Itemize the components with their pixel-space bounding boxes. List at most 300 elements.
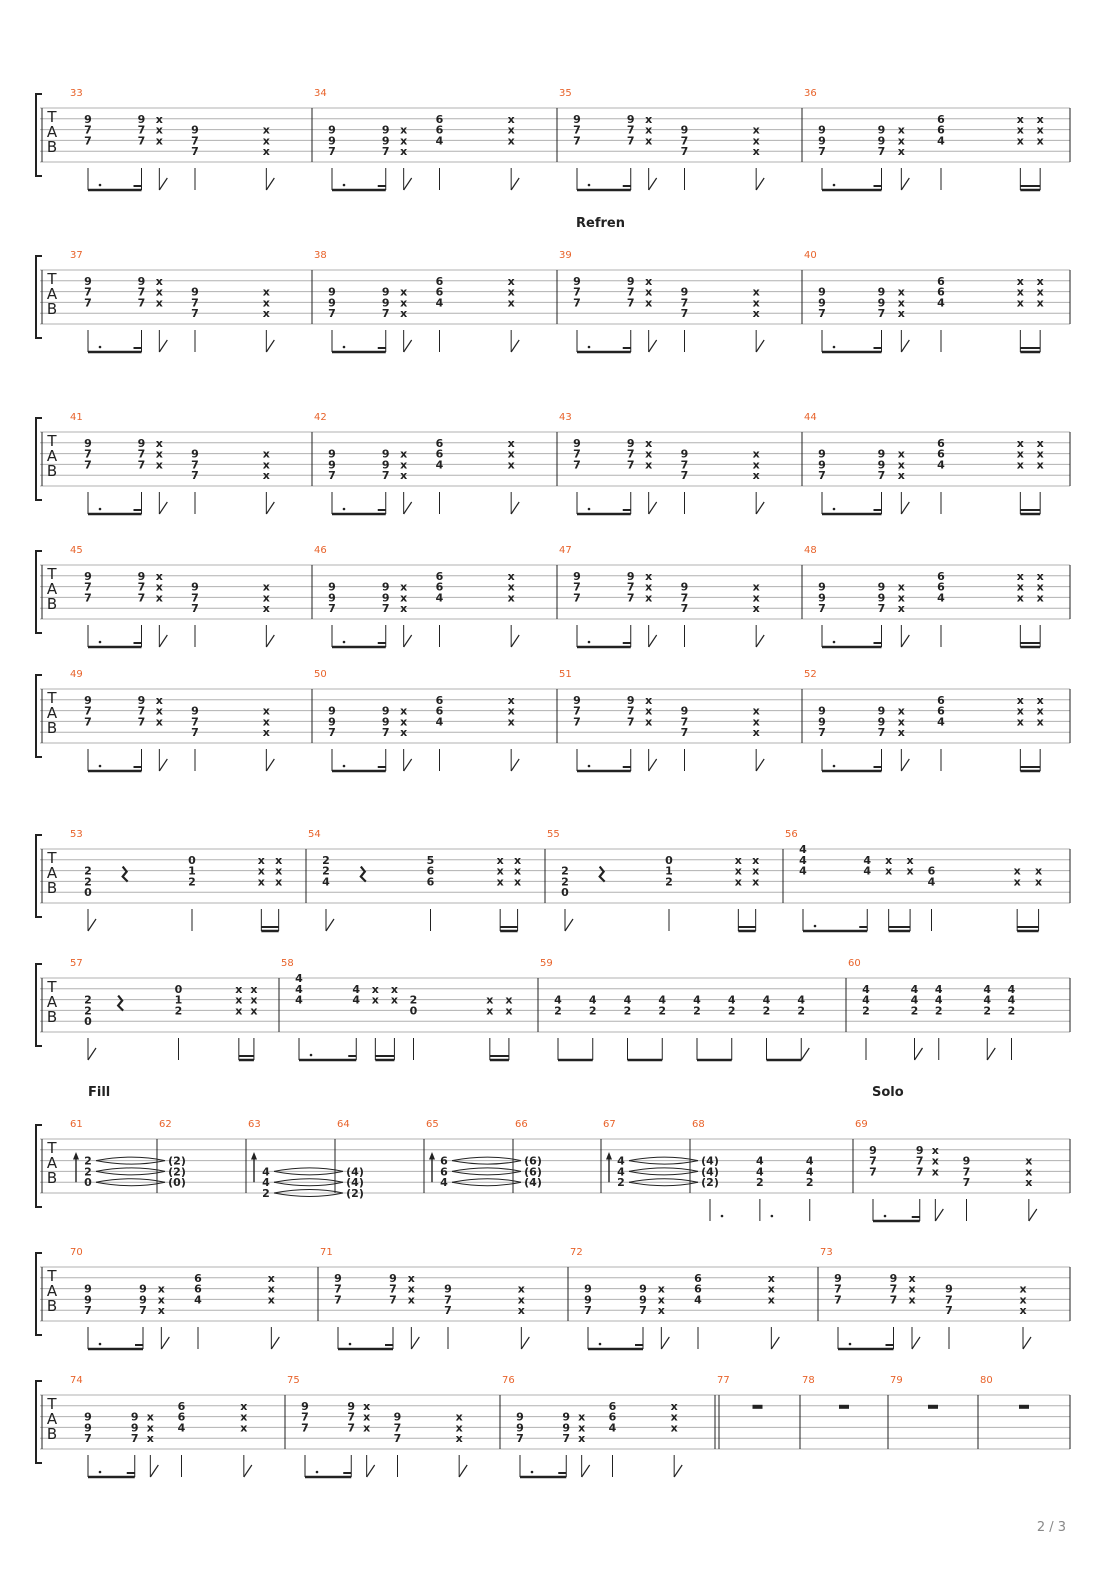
note-flag [266,340,274,352]
fret-number: 7 [328,469,336,483]
note-flag [511,178,519,190]
rhythm-dot [99,765,102,768]
fret-number: 4 [863,853,872,867]
fret-number: 7 [680,145,689,159]
fret-number: x [400,447,408,461]
fret-number: x [235,993,243,1007]
fret-number: x [507,285,515,299]
fret-number: 6 [694,1282,702,1296]
fret-number: x [645,580,653,594]
fret-number: x [897,469,905,483]
fret-number: 0 [174,982,183,996]
tie [274,1190,343,1194]
fret-number: x [752,864,760,878]
fret-number: 7 [334,1282,342,1296]
fret-number: 7 [444,1304,452,1318]
fret-number: x [400,715,408,729]
fret-number: x [155,285,163,299]
fret-number: x [752,307,760,321]
measure-number: 43 [559,412,572,423]
fret-number: 9 [834,1271,842,1285]
fret-number: 6 [937,693,945,707]
fret-number: 7 [389,1293,397,1307]
fret-number: 7 [818,726,826,740]
measure-number: 47 [559,545,572,556]
fret-number: 7 [626,296,635,310]
fret-number: 2 [84,1154,92,1168]
fret-number: 9 [877,285,886,299]
fret-number: x [505,993,513,1007]
fret-number: 7 [680,307,689,321]
note-flag [756,759,764,771]
system-bracket [36,1125,42,1207]
fret-number: x [250,982,258,996]
fret-number: 7 [347,1410,356,1424]
tie [96,1168,165,1172]
fret-number: 4 [1007,993,1016,1007]
fret-number: x [496,864,504,878]
fret-number: 7 [945,1304,953,1318]
fret-number: 4 [799,864,807,878]
fret-number: x [897,458,905,472]
rhythm-dot [349,1343,352,1346]
fret-number: 9 [818,134,826,148]
fret-number: 4 [262,1176,270,1190]
fret-number: x [507,436,515,450]
fret-number: x [240,1399,248,1413]
strum-arrow-head [606,1152,612,1160]
fret-number: 9 [626,112,635,126]
measure-number: 63 [248,1119,261,1130]
fret-number: x [507,296,515,310]
fret-number: 9 [562,1421,571,1435]
fret-number: x [507,447,515,461]
fret-number: 1 [665,864,673,878]
fret-number: x [267,1282,275,1296]
note-flag [756,635,764,647]
fret-number: x [645,436,653,450]
fret-number: 4 [863,864,872,878]
note-flag [649,635,657,647]
fret-number: x [578,1421,586,1435]
fret-number: x [1016,274,1024,288]
tab-clef-letter: B [46,595,58,613]
fret-number: x [752,715,760,729]
fret-number: 9 [877,591,886,605]
note-flag [801,1048,809,1060]
fret-number: 7 [877,469,886,483]
fret-number: 9 [573,436,581,450]
fret-number: 6 [177,1410,186,1424]
measure-number: 44 [804,412,817,423]
note-flag [404,340,412,352]
rhythm-dot [99,346,102,349]
fret-number: x [400,145,408,159]
fret-number: x [371,993,379,1007]
fret-number: 2 [84,864,92,878]
fret-number: 4 [799,853,807,867]
fret-number: x [507,715,515,729]
note-flag [511,635,519,647]
fret-number: x [645,296,653,310]
measure-number: 35 [559,88,572,99]
note-flag [88,919,96,931]
fret-number: 4 [295,972,303,985]
fret-number: 4 [937,134,945,148]
fret-number: x [155,296,163,310]
fret-number: 4 [440,1176,448,1190]
rhythm-dot [833,346,836,349]
fret-number: 4 [1007,982,1016,996]
fret-number: x [262,726,270,740]
fret-number: x [1036,591,1044,605]
fret-number: 7 [328,602,336,616]
fret-number: 0 [409,1004,418,1018]
fret-number: x [507,569,515,583]
fret-number: 4 [608,1421,617,1435]
fret-number: 9 [818,704,826,718]
rhythm-dot [343,508,346,511]
fret-number: 7 [381,726,390,740]
fret-number: 9 [877,715,886,729]
fret-number: x [897,580,905,594]
fret-number: x [275,875,283,889]
fret-number: 7 [137,458,146,472]
fret-number: 9 [381,285,390,299]
fret-number: x [262,469,270,483]
fret-number: x [400,469,408,483]
tie [452,1168,521,1172]
fret-number: x [1036,580,1044,594]
whole-rest [928,1405,938,1409]
fret-number: 4 [805,1154,814,1168]
fret-number: 7 [818,145,826,159]
system-bracket [36,1381,42,1463]
rhythm-dot [99,1343,102,1346]
rhythm-dot [833,184,836,187]
fret-number: x [155,274,163,288]
measure-number: 42 [314,412,327,423]
tab-clef-letter: A [46,580,58,598]
fret-number: x [1016,134,1024,148]
fret-number: x [257,864,265,878]
fret-number: 2 [797,1004,806,1018]
fret-number: 9 [84,436,92,450]
rhythm-dot [771,1215,774,1218]
fret-number: 7 [889,1293,898,1307]
fret-number: 7 [328,726,336,740]
fret-number: 7 [680,458,689,472]
fret-number: x [1036,447,1044,461]
fret-number: 6 [426,864,435,878]
fret-number: 1 [174,993,183,1007]
measure-number: 59 [540,958,553,969]
measure-number: 45 [70,545,83,556]
section-label-fill: Fill [88,1085,111,1100]
fret-number: x [240,1410,248,1424]
fret-number: x [645,447,653,461]
fret-number: 7 [945,1293,953,1307]
fret-number: x [578,1432,586,1446]
note-flag [326,919,334,931]
fret-number: 2 [1007,1004,1016,1018]
fret-number: 6 [937,274,945,288]
rhythm-dot [833,641,836,644]
measure-number: 66 [515,1119,528,1130]
measure-number: 61 [70,1119,83,1130]
fret-number: 2 [762,1004,771,1018]
fret-number: x [1036,715,1044,729]
fret-number: 9 [381,715,390,729]
fret-number: 2 [727,1004,736,1018]
fret-number: 5 [426,853,435,867]
rhythm-dot [99,184,102,187]
fret-number: 6 [608,1410,617,1424]
fret-number: 7 [130,1432,139,1446]
note-flag [266,759,274,771]
measure-number: 51 [559,669,572,680]
note-flag [150,1465,158,1477]
fret-number: x [400,458,408,472]
fret-number: 0 [561,886,569,900]
fret-number: x [734,864,742,878]
fret-number: x [734,875,742,889]
fret-number: 9 [877,447,886,461]
fret-number: x [1036,134,1044,148]
fret-number: 9 [191,447,199,461]
fret-number: x [752,145,760,159]
fret-number: x [931,1154,939,1168]
fret-number: 7 [84,1432,92,1446]
measure-number: 65 [426,1119,439,1130]
note-flag [159,635,167,647]
fret-number: x [1036,436,1044,450]
fret-number: x [400,602,408,616]
fret-number: x [897,715,905,729]
fret-number: 9 [328,591,336,605]
whole-rest [839,1405,849,1409]
note-flag [901,759,909,771]
measure-number: 53 [70,829,83,840]
fret-number: 7 [573,134,581,148]
fret-number: 9 [573,274,581,288]
fret-number: 9 [818,123,826,137]
fret-number: 7 [139,1304,147,1318]
rhythm-dot [316,1471,319,1474]
fret-number: 2 [262,1187,270,1200]
note-flag [244,1465,252,1477]
fret-number: 4 [554,993,562,1007]
fret-number: 7 [137,704,146,718]
fret-number: x [752,704,760,718]
fret-number: 6 [435,580,444,594]
fret-number: 9 [573,693,581,707]
tab-clef-letter: A [46,704,58,722]
fret-number: 7 [137,123,146,137]
fret-number: 7 [84,704,92,718]
fret-number: x [908,1282,916,1296]
note-flag [88,1048,96,1060]
tie [629,1168,698,1172]
fret-number: 2 [322,864,330,878]
fret-number: 2 [588,1004,597,1018]
rhythm-dot [833,508,836,511]
fret-number: 7 [626,458,635,472]
fret-number: x [400,123,408,137]
fret-number: 0 [84,1176,92,1190]
fret-number: x [455,1421,463,1435]
note-flag [987,1048,995,1060]
fret-number: x [262,285,270,299]
fret-number: x [1025,1176,1033,1190]
fret-number: x [1016,458,1024,472]
fret-number: x [885,864,893,878]
fret-number: x [507,112,515,126]
fret-number: x [496,875,504,889]
fret-number: x [767,1282,775,1296]
fret-number: 9 [381,134,390,148]
fret-number: 7 [639,1304,647,1318]
fret-number: 2 [756,1176,764,1190]
fret-number: x [400,580,408,594]
fret-number: 9 [818,591,826,605]
fret-number: 7 [84,296,92,310]
measure-number: 77 [717,1375,730,1386]
fret-number: 7 [137,134,146,148]
fret-number: 7 [626,285,635,299]
fret-number: 4 [352,993,361,1007]
fret-number: 7 [137,591,146,605]
fret-number: x [752,726,760,740]
note-flag [511,502,519,514]
fret-number: 9 [877,134,886,148]
fret-number: x [155,569,163,583]
fret-number: 9 [680,704,689,718]
fret-number: 4 [762,993,771,1007]
strum-arrow-head [251,1152,257,1160]
tab-clef-letter: A [46,1154,58,1172]
tab-clef-letter: A [46,447,58,465]
measure-number: 37 [70,250,83,261]
tab-clef-letter: B [46,1297,58,1315]
tab-clef-letter: T [47,270,57,288]
measure-number: 79 [890,1375,903,1386]
fret-number: 7 [680,134,689,148]
fret-number: 4 [937,715,945,729]
fret-number: 2 [617,1176,625,1190]
fret-number: 4 [934,982,943,996]
fret-number: 9 [626,274,635,288]
rhythm-dot [343,765,346,768]
fret-number: 4 [295,993,303,1007]
fret-number: 7 [626,580,635,594]
measure-number: 69 [855,1119,868,1130]
fret-number: 9 [889,1271,898,1285]
fret-number: 2 [174,1004,183,1018]
measure-number: 50 [314,669,327,680]
fret-number: 7 [915,1154,924,1168]
fret-number: (4) [346,1176,364,1190]
tab-clef-letter: T [47,1395,57,1413]
fret-number: 6 [694,1271,702,1285]
note-flag [404,635,412,647]
fret-number: 9 [328,458,336,472]
fret-number: x [578,1410,586,1424]
fret-number: 4 [435,715,444,729]
measure-number: 68 [692,1119,705,1130]
fret-number: 7 [191,145,199,159]
fret-number: 6 [608,1399,617,1413]
fret-number: 9 [584,1282,592,1296]
fret-number: x [267,1271,275,1285]
tie [452,1182,521,1186]
measure-number: 64 [337,1119,350,1130]
fret-number: 7 [834,1293,842,1307]
fret-number: 4 [435,134,444,148]
fret-number: x [407,1282,415,1296]
quarter-rest [123,867,128,882]
fret-number: 7 [191,726,199,740]
rhythm-dot [588,765,591,768]
measure-number: 60 [848,958,861,969]
fret-number: 4 [983,993,992,1007]
fret-number: x [507,134,515,148]
fret-number: x [514,853,522,867]
fret-number: 6 [440,1165,448,1179]
fret-number: x [517,1282,525,1296]
fret-number: x [645,274,653,288]
tab-clef-letter: B [46,879,58,897]
fret-number: 9 [84,1293,92,1307]
measure-number: 74 [70,1375,83,1386]
fret-number: x [1036,285,1044,299]
tab-clef-letter: A [46,123,58,141]
fret-number: 4 [862,982,870,996]
fret-number: 7 [626,123,635,137]
tab-clef-letter: T [47,108,57,126]
fret-number: x [390,982,398,996]
quarter-rest [118,996,123,1011]
fret-number: 2 [623,1004,632,1018]
note-flag [511,340,519,352]
fret-number: x [1036,123,1044,137]
fret-number: x [407,1293,415,1307]
fret-number: 4 [588,993,597,1007]
fret-number: (2) [168,1165,186,1179]
fret-number: x [262,602,270,616]
fret-number: 7 [915,1165,924,1179]
fret-number: x [752,853,760,867]
fret-number: x [1016,123,1024,137]
fret-number: x [752,285,760,299]
note-flag [1023,1337,1031,1349]
measure-number: 76 [502,1375,515,1386]
fret-number: x [155,134,163,148]
fret-number: 9 [680,580,689,594]
measure-number: 39 [559,250,572,261]
fret-number: 4 [435,296,444,310]
fret-number: 2 [561,864,569,878]
fret-number: 4 [435,591,444,605]
tab-clef-letter: A [46,993,58,1011]
fret-number: x [645,591,653,605]
fret-number: 9 [877,580,886,594]
note-flag [159,759,167,771]
fret-number: x [1016,580,1024,594]
fret-number: 7 [573,591,581,605]
fret-number: 9 [389,1271,397,1285]
note-flag [901,635,909,647]
